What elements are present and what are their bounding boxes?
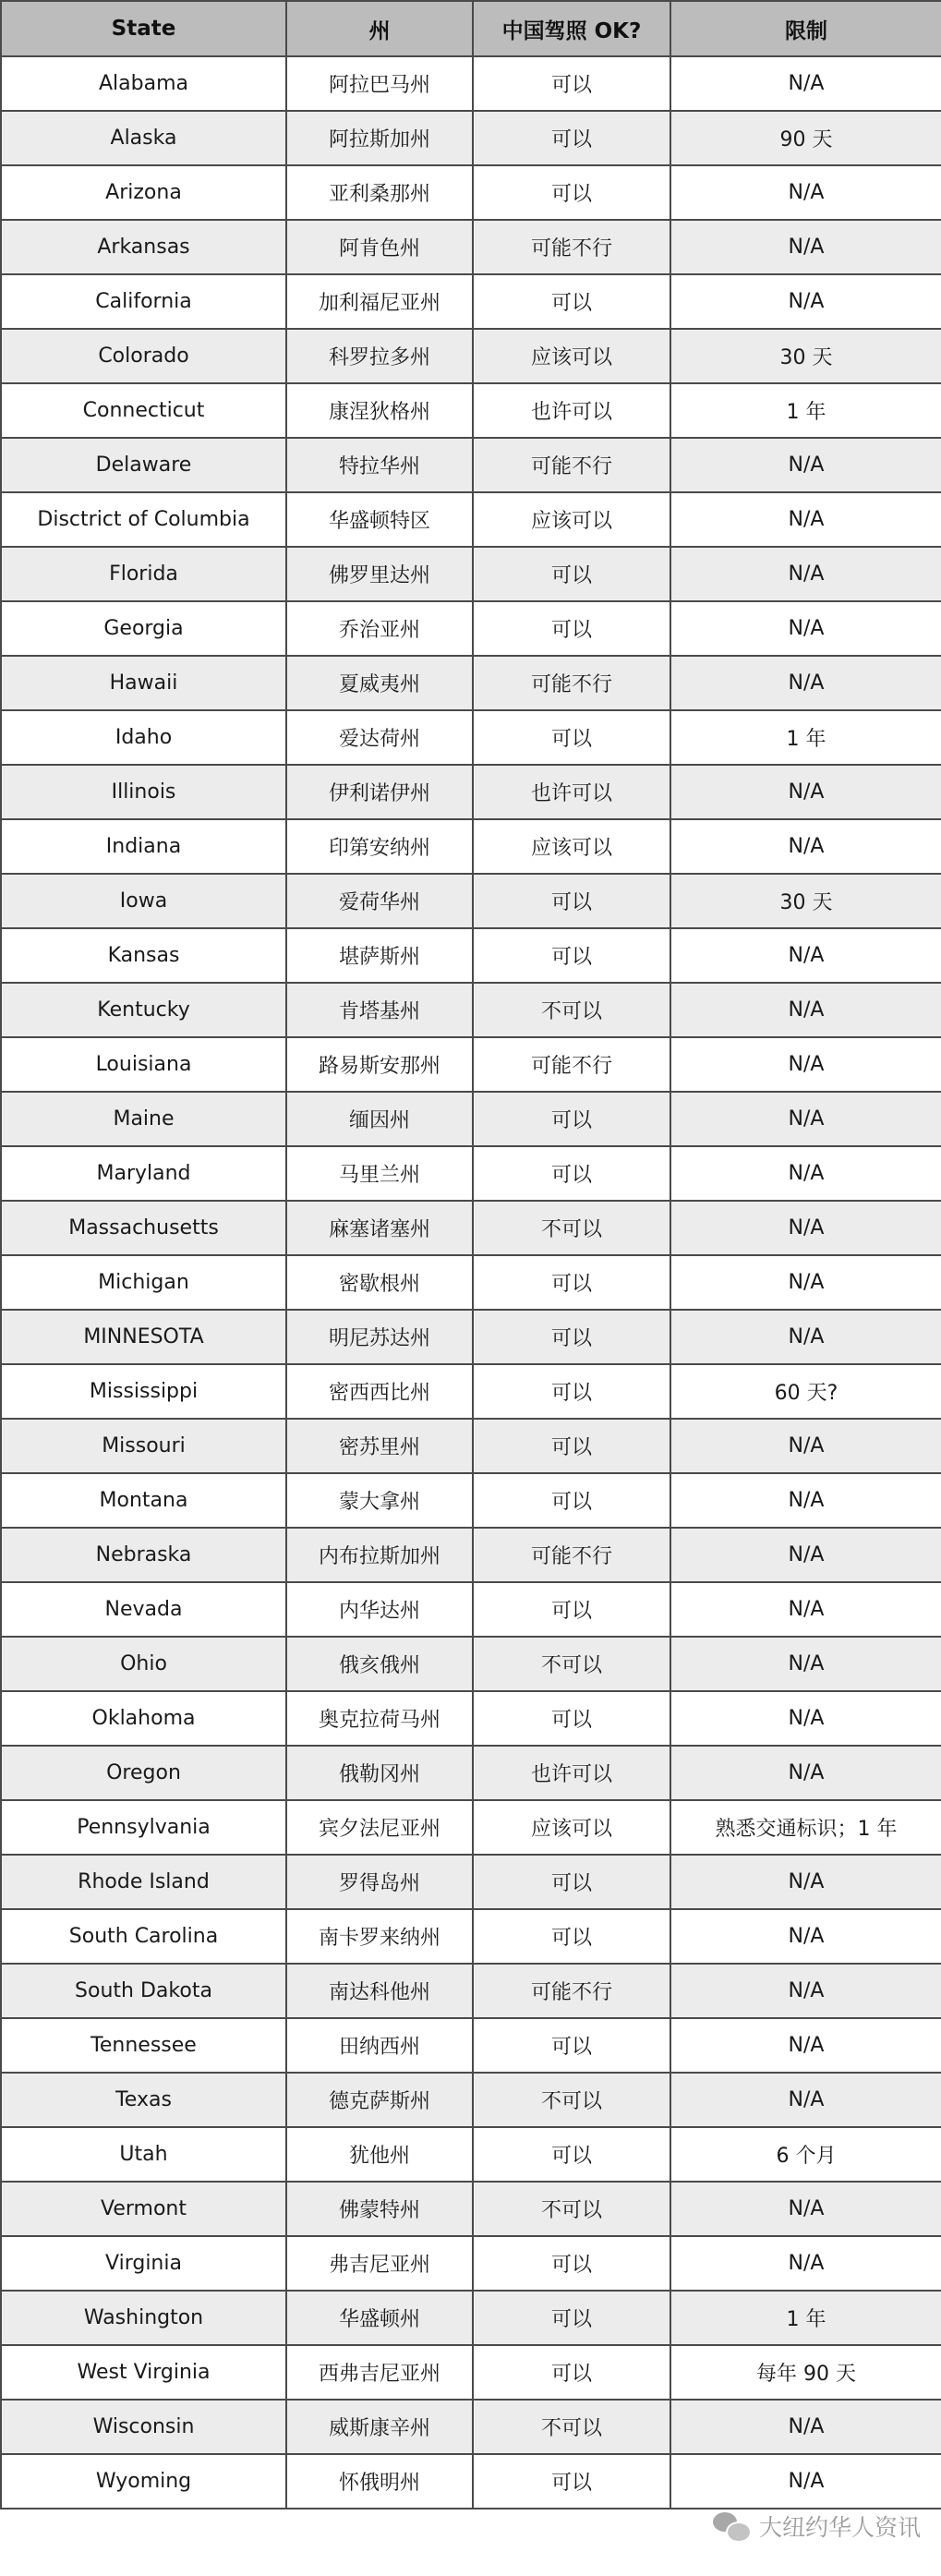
table-row bbox=[1, 601, 941, 656]
cell-state: Indiana bbox=[1, 819, 286, 874]
cell-restriction: N/A bbox=[670, 1909, 941, 1964]
wechat-icon bbox=[713, 2510, 750, 2542]
table-row bbox=[1, 2127, 941, 2182]
cell-state: California bbox=[1, 274, 286, 329]
cell-state-chinese: 德克萨斯州 bbox=[286, 2073, 473, 2127]
cell-state: MINNESOTA bbox=[1, 1310, 286, 1364]
cell-license-ok: 不可以 bbox=[473, 983, 670, 1037]
cell-license-ok: 应该可以 bbox=[473, 819, 670, 874]
cell-license-ok: 可能不行 bbox=[473, 1964, 670, 2018]
cell-license-ok: 也许可以 bbox=[473, 1746, 670, 1800]
cell-license-ok: 可以 bbox=[473, 601, 670, 656]
cell-restriction: N/A bbox=[670, 2400, 941, 2454]
cell-license-ok: 可以 bbox=[473, 710, 670, 765]
cell-state-chinese: 科罗拉多州 bbox=[286, 329, 473, 383]
table-row bbox=[1, 2182, 941, 2236]
cell-license-ok: 可以 bbox=[473, 1473, 670, 1528]
cell-license-ok: 可以 bbox=[473, 1310, 670, 1364]
cell-restriction: 30 天 bbox=[670, 874, 941, 928]
table-row bbox=[1, 1800, 941, 1855]
cell-restriction: N/A bbox=[670, 1746, 941, 1800]
table-row bbox=[1, 2236, 941, 2291]
cell-state: Iowa bbox=[1, 874, 286, 928]
table-row bbox=[1, 765, 941, 819]
cell-restriction: 60 天? bbox=[670, 1364, 941, 1419]
cell-state-chinese: 奥克拉荷马州 bbox=[286, 1691, 473, 1746]
cell-license-ok: 也许可以 bbox=[473, 765, 670, 819]
cell-state-chinese: 康涅狄格州 bbox=[286, 383, 473, 438]
cell-state-chinese: 伊利诺伊州 bbox=[286, 765, 473, 819]
header-license-ok: 中国驾照 OK? bbox=[473, 1, 670, 56]
cell-license-ok: 不可以 bbox=[473, 1637, 670, 1691]
table-row bbox=[1, 1691, 941, 1746]
cell-restriction: N/A bbox=[670, 601, 941, 656]
cell-restriction: 90 天 bbox=[670, 111, 941, 165]
cell-state: Nevada bbox=[1, 1582, 286, 1637]
cell-state: Disctrict of Columbia bbox=[1, 492, 286, 547]
cell-state: Louisiana bbox=[1, 1037, 286, 1092]
cell-restriction: 30 天 bbox=[670, 329, 941, 383]
cell-license-ok: 不可以 bbox=[473, 2400, 670, 2454]
header-state: State bbox=[1, 1, 286, 56]
table-row bbox=[1, 165, 941, 220]
cell-state: Virginia bbox=[1, 2236, 286, 2291]
cell-restriction: N/A bbox=[670, 1964, 941, 2018]
cell-restriction: N/A bbox=[670, 2236, 941, 2291]
table-row bbox=[1, 2345, 941, 2400]
table-row bbox=[1, 1201, 941, 1255]
cell-state: West Virginia bbox=[1, 2345, 286, 2400]
header-row bbox=[1, 1, 941, 56]
table-row bbox=[1, 983, 941, 1037]
cell-state: Rhode Island bbox=[1, 1855, 286, 1909]
cell-state-chinese: 怀俄明州 bbox=[286, 2454, 473, 2509]
cell-license-ok: 可能不行 bbox=[473, 220, 670, 274]
table-row bbox=[1, 329, 941, 383]
cell-license-ok: 不可以 bbox=[473, 2073, 670, 2127]
cell-restriction: N/A bbox=[670, 547, 941, 601]
cell-license-ok: 可以 bbox=[473, 1582, 670, 1637]
table-row bbox=[1, 1528, 941, 1582]
watermark-text: 大纽约华人资讯 bbox=[758, 2514, 921, 2541]
table-row bbox=[1, 1855, 941, 1909]
cell-state-chinese: 佛蒙特州 bbox=[286, 2182, 473, 2236]
cell-restriction: N/A bbox=[670, 274, 941, 329]
table-row bbox=[1, 438, 941, 492]
table-row bbox=[1, 656, 941, 710]
cell-restriction: N/A bbox=[670, 765, 941, 819]
cell-state-chinese: 夏威夷州 bbox=[286, 656, 473, 710]
cell-state-chinese: 堪萨斯州 bbox=[286, 928, 473, 983]
cell-restriction: N/A bbox=[670, 56, 941, 111]
cell-state-chinese: 阿拉斯加州 bbox=[286, 111, 473, 165]
cell-restriction: N/A bbox=[670, 983, 941, 1037]
cell-license-ok: 可以 bbox=[473, 928, 670, 983]
table-body bbox=[1, 56, 941, 2509]
cell-restriction: N/A bbox=[670, 928, 941, 983]
cell-license-ok: 可以 bbox=[473, 2127, 670, 2182]
cell-state-chinese: 蒙大拿州 bbox=[286, 1473, 473, 1528]
cell-license-ok: 可以 bbox=[473, 111, 670, 165]
table-row bbox=[1, 874, 941, 928]
cell-license-ok: 可以 bbox=[473, 56, 670, 111]
cell-state: Washington bbox=[1, 2291, 286, 2345]
table-header bbox=[1, 1, 941, 56]
cell-license-ok: 可以 bbox=[473, 547, 670, 601]
table-row bbox=[1, 2073, 941, 2127]
cell-restriction: N/A bbox=[670, 492, 941, 547]
cell-license-ok: 可能不行 bbox=[473, 1037, 670, 1092]
cell-state-chinese: 乔治亚州 bbox=[286, 601, 473, 656]
cell-restriction: N/A bbox=[670, 2018, 941, 2073]
cell-restriction: N/A bbox=[670, 1037, 941, 1092]
cell-restriction: N/A bbox=[670, 1473, 941, 1528]
cell-state-chinese: 印第安纳州 bbox=[286, 819, 473, 874]
cell-state: Oregon bbox=[1, 1746, 286, 1800]
cell-state-chinese: 密西西比州 bbox=[286, 1364, 473, 1419]
cell-state: Missouri bbox=[1, 1419, 286, 1473]
table-row bbox=[1, 2400, 941, 2454]
cell-restriction: N/A bbox=[670, 2073, 941, 2127]
cell-state: Pennsylvania bbox=[1, 1800, 286, 1855]
table-row bbox=[1, 2454, 941, 2509]
table-row bbox=[1, 1419, 941, 1473]
cell-license-ok: 可以 bbox=[473, 2018, 670, 2073]
cell-restriction: N/A bbox=[670, 1691, 941, 1746]
cell-state-chinese: 内华达州 bbox=[286, 1582, 473, 1637]
cell-license-ok: 可以 bbox=[473, 2291, 670, 2345]
cell-state: Georgia bbox=[1, 601, 286, 656]
cell-license-ok: 不可以 bbox=[473, 1201, 670, 1255]
cell-license-ok: 可以 bbox=[473, 2236, 670, 2291]
cell-state: Colorado bbox=[1, 329, 286, 383]
table-row bbox=[1, 56, 941, 111]
cell-state-chinese: 密歇根州 bbox=[286, 1255, 473, 1310]
table-row bbox=[1, 1146, 941, 1201]
cell-state-chinese: 田纳西州 bbox=[286, 2018, 473, 2073]
cell-restriction: N/A bbox=[670, 1092, 941, 1146]
cell-state: Arkansas bbox=[1, 220, 286, 274]
cell-license-ok: 应该可以 bbox=[473, 1800, 670, 1855]
table-row bbox=[1, 2291, 941, 2345]
cell-state-chinese: 马里兰州 bbox=[286, 1146, 473, 1201]
cell-state: Kansas bbox=[1, 928, 286, 983]
cell-state: Delaware bbox=[1, 438, 286, 492]
cell-state-chinese: 缅因州 bbox=[286, 1092, 473, 1146]
cell-state: Nebraska bbox=[1, 1528, 286, 1582]
cell-restriction: N/A bbox=[670, 1310, 941, 1364]
table-row bbox=[1, 819, 941, 874]
table-row bbox=[1, 492, 941, 547]
cell-license-ok: 可以 bbox=[473, 1419, 670, 1473]
cell-state: Hawaii bbox=[1, 656, 286, 710]
cell-state-chinese: 麻塞诸塞州 bbox=[286, 1201, 473, 1255]
cell-restriction: N/A bbox=[670, 438, 941, 492]
cell-state-chinese: 爱达荷州 bbox=[286, 710, 473, 765]
cell-state-chinese: 南卡罗来纳州 bbox=[286, 1909, 473, 1964]
header-restriction: 限制 bbox=[670, 1, 941, 56]
cell-state: Florida bbox=[1, 547, 286, 601]
cell-state-chinese: 爱荷华州 bbox=[286, 874, 473, 928]
cell-restriction: N/A bbox=[670, 1201, 941, 1255]
cell-state-chinese: 威斯康辛州 bbox=[286, 2400, 473, 2454]
cell-state-chinese: 俄亥俄州 bbox=[286, 1637, 473, 1691]
cell-restriction: N/A bbox=[670, 2454, 941, 2509]
cell-license-ok: 可以 bbox=[473, 1146, 670, 1201]
cell-state-chinese: 罗得岛州 bbox=[286, 1855, 473, 1909]
table-row bbox=[1, 111, 941, 165]
cell-restriction: N/A bbox=[670, 1855, 941, 1909]
cell-state: Montana bbox=[1, 1473, 286, 1528]
cell-state: Mississippi bbox=[1, 1364, 286, 1419]
table-row bbox=[1, 274, 941, 329]
cell-state-chinese: 宾夕法尼亚州 bbox=[286, 1800, 473, 1855]
table-row bbox=[1, 1746, 941, 1800]
cell-license-ok: 不可以 bbox=[473, 2182, 670, 2236]
cell-state-chinese: 佛罗里达州 bbox=[286, 547, 473, 601]
cell-license-ok: 应该可以 bbox=[473, 329, 670, 383]
cell-state-chinese: 内布拉斯加州 bbox=[286, 1528, 473, 1582]
cell-state-chinese: 加利福尼亚州 bbox=[286, 274, 473, 329]
cell-state: Massachusetts bbox=[1, 1201, 286, 1255]
cell-state-chinese: 华盛顿特区 bbox=[286, 492, 473, 547]
cell-state: South Dakota bbox=[1, 1964, 286, 2018]
cell-state-chinese: 路易斯安那州 bbox=[286, 1037, 473, 1092]
cell-state: Kentucky bbox=[1, 983, 286, 1037]
table-row bbox=[1, 2018, 941, 2073]
cell-state: Tennessee bbox=[1, 2018, 286, 2073]
cell-state-chinese: 亚利桑那州 bbox=[286, 165, 473, 220]
table-row bbox=[1, 710, 941, 765]
cell-state-chinese: 西弗吉尼亚州 bbox=[286, 2345, 473, 2400]
cell-state: Illinois bbox=[1, 765, 286, 819]
cell-state-chinese: 俄勒冈州 bbox=[286, 1746, 473, 1800]
cell-license-ok: 可以 bbox=[473, 165, 670, 220]
cell-license-ok: 应该可以 bbox=[473, 492, 670, 547]
cell-license-ok: 也许可以 bbox=[473, 383, 670, 438]
cell-state: Texas bbox=[1, 2073, 286, 2127]
cell-restriction: N/A bbox=[670, 1637, 941, 1691]
table-row bbox=[1, 1637, 941, 1691]
cell-state-chinese: 明尼苏达州 bbox=[286, 1310, 473, 1364]
table-row bbox=[1, 1037, 941, 1092]
cell-restriction: N/A bbox=[670, 656, 941, 710]
table-row bbox=[1, 1582, 941, 1637]
cell-restriction: 1 年 bbox=[670, 2291, 941, 2345]
cell-license-ok: 可以 bbox=[473, 2345, 670, 2400]
cell-state: Maryland bbox=[1, 1146, 286, 1201]
table-row bbox=[1, 1909, 941, 1964]
cell-state-chinese: 阿拉巴马州 bbox=[286, 56, 473, 111]
cell-license-ok: 可以 bbox=[473, 1255, 670, 1310]
cell-license-ok: 可以 bbox=[473, 874, 670, 928]
cell-state: Michigan bbox=[1, 1255, 286, 1310]
cell-license-ok: 可以 bbox=[473, 2454, 670, 2509]
cell-restriction: N/A bbox=[670, 1419, 941, 1473]
cell-license-ok: 可能不行 bbox=[473, 438, 670, 492]
table-row bbox=[1, 1255, 941, 1310]
cell-state-chinese: 肯塔基州 bbox=[286, 983, 473, 1037]
cell-license-ok: 可能不行 bbox=[473, 1528, 670, 1582]
cell-license-ok: 可以 bbox=[473, 1364, 670, 1419]
cell-state: Vermont bbox=[1, 2182, 286, 2236]
cell-state: Arizona bbox=[1, 165, 286, 220]
cell-license-ok: 可以 bbox=[473, 1092, 670, 1146]
cell-restriction: 熟悉交通标识；1 年 bbox=[670, 1800, 941, 1855]
cell-restriction: 每年 90 天 bbox=[670, 2345, 941, 2400]
cell-license-ok: 可以 bbox=[473, 1855, 670, 1909]
cell-license-ok: 可以 bbox=[473, 1909, 670, 1964]
cell-license-ok: 可以 bbox=[473, 1691, 670, 1746]
table-row bbox=[1, 383, 941, 438]
cell-state: Oklahoma bbox=[1, 1691, 286, 1746]
cell-state-chinese: 阿肯色州 bbox=[286, 220, 473, 274]
table-row bbox=[1, 1473, 941, 1528]
cell-state: Alaska bbox=[1, 111, 286, 165]
cell-state-chinese: 密苏里州 bbox=[286, 1419, 473, 1473]
cell-restriction: N/A bbox=[670, 1146, 941, 1201]
cell-state-chinese: 特拉华州 bbox=[286, 438, 473, 492]
cell-state-chinese: 华盛顿州 bbox=[286, 2291, 473, 2345]
cell-state: Maine bbox=[1, 1092, 286, 1146]
cell-restriction: N/A bbox=[670, 1255, 941, 1310]
header-state-chinese: 州 bbox=[286, 1, 473, 56]
cell-restriction: 1 年 bbox=[670, 710, 941, 765]
cell-state: Utah bbox=[1, 2127, 286, 2182]
cell-license-ok: 可以 bbox=[473, 274, 670, 329]
table-row bbox=[1, 1364, 941, 1419]
table-row bbox=[1, 1964, 941, 2018]
cell-state-chinese: 南达科他州 bbox=[286, 1964, 473, 2018]
cell-state: South Carolina bbox=[1, 1909, 286, 1964]
cell-restriction: N/A bbox=[670, 1582, 941, 1637]
cell-restriction: 1 年 bbox=[670, 383, 941, 438]
cell-state-chinese: 犹他州 bbox=[286, 2127, 473, 2182]
table-row bbox=[1, 547, 941, 601]
cell-state-chinese: 弗吉尼亚州 bbox=[286, 2236, 473, 2291]
cell-restriction: N/A bbox=[670, 1528, 941, 1582]
cell-state: Ohio bbox=[1, 1637, 286, 1691]
table-row bbox=[1, 1310, 941, 1364]
cell-state: Idaho bbox=[1, 710, 286, 765]
cell-state: Wyoming bbox=[1, 2454, 286, 2509]
cell-restriction: N/A bbox=[670, 2182, 941, 2236]
table-row bbox=[1, 928, 941, 983]
watermark bbox=[713, 2509, 921, 2543]
cell-restriction: 6 个月 bbox=[670, 2127, 941, 2182]
cell-state: Wisconsin bbox=[1, 2400, 286, 2454]
table-row bbox=[1, 220, 941, 274]
cell-state: Connecticut bbox=[1, 383, 286, 438]
cell-state: Alabama bbox=[1, 56, 286, 111]
table-row bbox=[1, 1092, 941, 1146]
cell-restriction: N/A bbox=[670, 220, 941, 274]
cell-restriction: N/A bbox=[670, 165, 941, 220]
cell-restriction: N/A bbox=[670, 819, 941, 874]
cell-license-ok: 可能不行 bbox=[473, 656, 670, 710]
